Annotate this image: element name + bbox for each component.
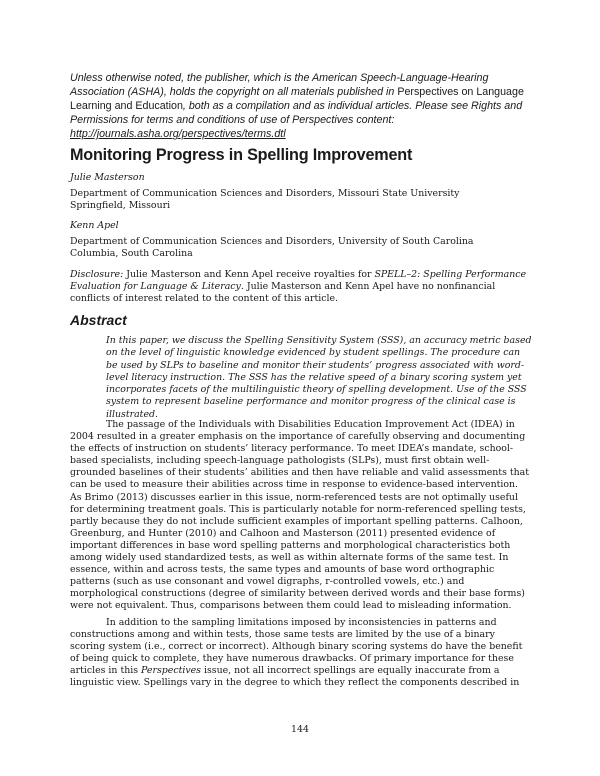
- copyright-text-part2: , both as a compilation and as individual articles. Please see Rights and Permissions for terms and conditions of use of Perspectives content:: [70, 100, 523, 127]
- disclosure: [70, 269, 532, 306]
- abstract-heading: Abstract: [70, 312, 127, 328]
- copyright-text-part1: Unless otherwise noted, the publisher, which is the American Speech-Language-Hearing Association (ASHA), holds the copyright on all materials published in: [70, 72, 489, 99]
- page-number: 144: [291, 724, 309, 735]
- copyright-notice: [70, 71, 530, 141]
- affiliation-2-line-2: Columbia, South Carolina: [70, 248, 193, 260]
- author-name-2: Kenn Apel: [70, 220, 119, 231]
- author-name-1: Julie Masterson: [70, 172, 145, 183]
- author-affiliation-2: [70, 236, 473, 260]
- terms-link[interactable]: http://journals.asha.org/perspectives/terms.dtl: [70, 128, 286, 141]
- disclosure-text-after: . Julie Masterson and Kenn Apel have no nonfinancial conflicts of interest related to the content of this article.: [70, 281, 496, 305]
- body-paragraph-1: [70, 419, 532, 613]
- journal-name: Perspectives on Language Learning and Education: [70, 86, 524, 113]
- affiliation-1-line-1: Department of Communication Sciences and Disorders, Missouri State University: [70, 188, 460, 199]
- disclosure-text-before: Julie Masterson and Kenn Apel receive royalties for: [123, 269, 375, 280]
- disclosure-product: SPELL–2: Spelling Performance Evaluation for Language & Literacy: [70, 269, 527, 293]
- body-paragraph-2: [70, 617, 532, 690]
- body-paragraph-2-text-before: In addition to the sampling limitations imposed by inconsistencies in patterns and constructions among and within tests, those same tests are limited by the use of a binary scoring system (i.e., correct or incorrect). Although binary scoring systems do have the benefit of being quick to complete, they have numerous drawbacks. Of primary importance for these articles in this: [70, 617, 523, 677]
- disclosure-label: Disclosure:: [70, 269, 124, 280]
- body-paragraph-1-text: The passage of the Individuals with Disabilities Education Improvement Act (IDEA) in 2004 resulted in a greater emphasis on the importance of carefully observing and documenting the effects of instruction on students’ literacy performance. To meet IDEA’s mandate, school-based specialists, including speech-language pathologists (SLPs), must first obtain well-grounded baselines of their students’ abilities and then have reliable and valid assessments that can be used to measure their abilities across time in response to evidence-based intervention. As Brimo (2013) discusses earlier in this issue, norm-referenced tests are not optimally useful for determining treatment goals. This is particularly notable for norm-referenced spelling tests, partly because they do not include sufficient examples of important spelling patterns. Calhoon, Greenburg, and Hunter (2010) and Calhoon and Masterson (2011) presented evidence of important differences in base word spelling patterns and morphological characteristics both among widely used standardized tests, as well as within alternate forms of the same test. In essence, within and across tests, the same types and amounts of base word orthographic patterns (such as use consonant and vowel digraphs, r-controlled vowels, etc.) and morphological constructions (degree of similarity between derived words and their base forms) were not equivalent. Thus, comparisons between them could lead to misleading information.: [70, 419, 530, 612]
- affiliation-2-line-1: Department of Communication Sciences and Disorders, University of South Carolina: [70, 236, 474, 247]
- affiliation-1-line-2: Springfield, Missouri: [70, 200, 171, 212]
- body-paragraph-2-text-after: issue, not all incorrect spellings are equally inaccurate from a linguistic view. Spellings vary in the degree to which they reflect the components described in: [70, 665, 520, 689]
- article-title: Monitoring Progress in Spelling Improvement: [70, 146, 413, 164]
- author-affiliation-1: [70, 188, 459, 212]
- abstract-text: In this paper, we discuss the Spelling Sensitivity System (SSS), an accuracy metric based on the level of linguistic knowledge evidenced by student spellings. The procedure can be used by SLPs to baseline and monitor their students’ progress associated with word-level literacy instruction. The SSS has the relative speed of a binary scoring system yet incorporates facets of the multilinguistic theory of spelling development. Use of the SSS system to represent baseline performance and monitor progress of the clinical case is illustrated.: [106, 335, 532, 420]
- body-paragraph-2-italic: Perspectives: [141, 665, 201, 677]
